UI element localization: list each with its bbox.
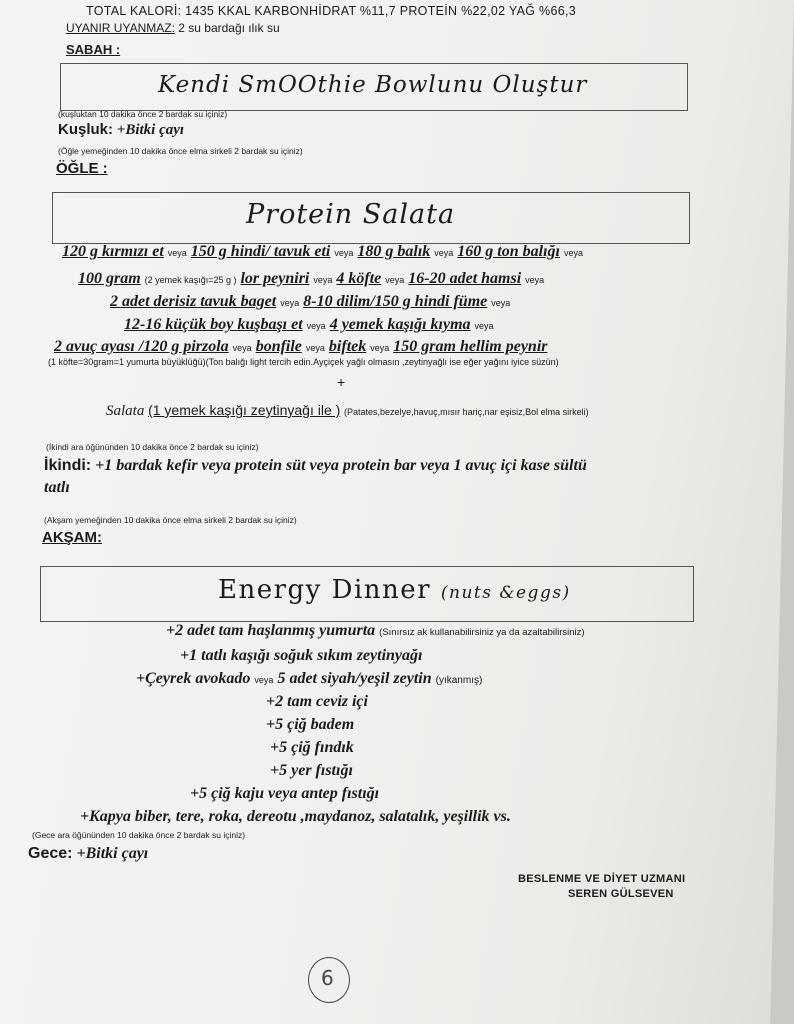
dinner-item-3 [136,670,482,688]
protein-line-5 [54,338,548,356]
veya-text: veya [313,275,333,285]
smoothie-title: Kendi SmOOthie Bowlunu Oluştur [158,72,588,98]
energy-dinner-title [218,575,571,605]
veya-text: veya [491,298,511,308]
option-halloumi: 150 gram hellim peynir [393,338,548,355]
ikindi-note: (İkindi ara öğününden 10 dakika önce 2 bardak su içiniz) [46,442,259,452]
dinner-item-note: (Sınırsız ak kullanabilirsiniz ya da azaltabilirsiniz) [379,627,585,638]
option-chops: 2 avuç ayası /120 g pirzola [54,338,229,355]
option-diced-meat: 12-16 küçük boy kuşbaşı et [124,316,303,333]
salata-line [106,402,589,420]
dinner-item-8: +5 çiğ kaju veya antep fıstığı [190,785,380,802]
protein-line-2 [78,270,544,288]
option-anchovy: 16-20 adet hamsi [408,270,522,287]
veya-text: veya [305,343,325,353]
veya-text: veya [563,248,583,258]
option-turkey-chicken: 150 g hindi/ tavuk eti [190,243,331,260]
salata-label: Salata [106,403,145,419]
salata-note: (Patates,bezelye,havuç,mısır hariç,nar eşisiz,Bol elma sirkeli) [344,407,589,417]
wake-label: UYANIR UYANMAZ: [66,21,175,35]
dinner-item-text: +Çeyrek avokado [136,670,251,687]
wake-text: 2 su bardağı ılık su [178,21,280,35]
veya-text: veya [306,321,326,331]
option-fillet: bonfile [255,338,302,355]
aksam-note: (Akşam yemeğinden 10 dakika önce elma sirkeli 2 bardak su içiniz) [44,515,297,525]
protein-salad-title: Protein Salata [246,199,456,230]
veya-text: veya [434,248,454,258]
dinner-item-2: +1 tatlı kaşığı soğuk sıkım zeytinyağı [180,647,423,664]
dinner-item-5: +5 çiğ badem [266,716,355,733]
gece-label: Gece: [28,845,73,862]
dinner-item-7: +5 yer fıstığı [270,762,353,779]
kusluk-label: Kuşluk: [58,121,114,138]
option-curd-cheese: lor peyniri [240,270,310,287]
option-steak: biftek [328,338,367,355]
dinner-item-4: +2 tam ceviz içi [266,693,368,710]
kusluk-text: +Bitki çayı [116,122,185,138]
dinner-item-9: +Kapya biber, tere, roka, dereotu ,maydanoz, salatalık, yeşillik vs. [80,808,511,825]
protein-line-4 [124,316,494,334]
ikindi-line [44,457,587,475]
wake-line [66,21,280,35]
option-curd-amount: 100 gram [78,270,141,287]
curd-note: (2 yemek kaşığı=25 g ) [144,275,237,285]
veya-text: veya [334,248,354,258]
plus-sign: + [337,374,346,390]
kusluk-note: (Öğle yemeğinden 10 dakika önce elma sirkeli 2 bardak su içiniz) [58,146,303,156]
option-minced-meat: 4 yemek kaşığı kıyma [329,316,471,333]
option-chicken-drumstick: 2 adet derisiz tavuk baget [110,293,277,310]
veya-text: veya [385,275,405,285]
page-number: 6 [321,966,334,990]
dinner-item-text: +2 adet tam haşlanmış yumurta [166,622,376,639]
ikindi-text-2: tatlı [44,479,70,496]
protein-line-3 [110,293,510,311]
veya-text: veya [370,343,390,353]
sabah-heading: SABAH : [66,42,121,57]
gece-line [28,845,148,863]
dinner-item-note: (yıkanmış) [435,675,483,686]
option-smoked-turkey: 8-10 dilim/150 g hindi füme [303,293,488,310]
protein-line-1 [62,243,583,261]
energy-dinner-sub: (nuts &eggs) [440,583,571,603]
option-fish: 180 g balık [357,243,431,260]
dinner-item-text-alt: 5 adet siyah/yeşil zeytin [277,670,432,687]
veya-text: veya [167,248,187,258]
ogle-heading: ÖĞLE : [56,160,108,177]
option-meatballs: 4 köfte [336,270,382,287]
sabah-note: (kuşluktan 10 dakika önce 2 bardak su içiniz) [58,109,228,119]
gece-text: +Bitki çayı [76,845,149,862]
veya-text: veya [280,298,300,308]
gece-note: (Gece ara öğününden 10 dakika önce 2 bardak su içiniz) [32,830,246,840]
ikindi-label: İkindi: [44,457,92,474]
energy-dinner-main: Energy Dinner [218,575,432,605]
veya-text: veya [232,343,252,353]
option-tuna: 160 g ton balığı [457,243,560,260]
protein-footnote: (1 köfte=30gram=1 yumurta büyüklüğü)(Ton balığı light tercih edin.Ayçiçek yağlı olmasın ,zeytinyağlı ise eğer yağını iyice süzün) [48,357,559,367]
signature-title: BESLENME VE DİYET UZMANI [518,873,686,885]
calorie-summary: TOTAL KALORİ: 1435 KKAL KARBONHİDRAT %11,7 PROTEİN %22,02 YAĞ %66,3 [86,4,576,18]
kusluk-line [58,121,184,139]
veya-text: veya [525,275,545,285]
aksam-heading: AKŞAM: [42,529,102,546]
veya-text: veya [474,321,494,331]
salata-oil: (1 yemek kaşığı zeytinyağı ile ) [148,402,341,418]
dinner-item-6: +5 çiğ fındık [270,739,354,756]
veya-text: veya [254,675,274,685]
dinner-item-1 [166,622,585,640]
option-red-meat: 120 g kırmızı et [62,243,164,260]
signature-name: SEREN GÜLSEVEN [568,888,674,900]
ikindi-text: +1 bardak kefir veya protein süt veya protein bar veya 1 avuç içi kase sültü [95,457,587,474]
